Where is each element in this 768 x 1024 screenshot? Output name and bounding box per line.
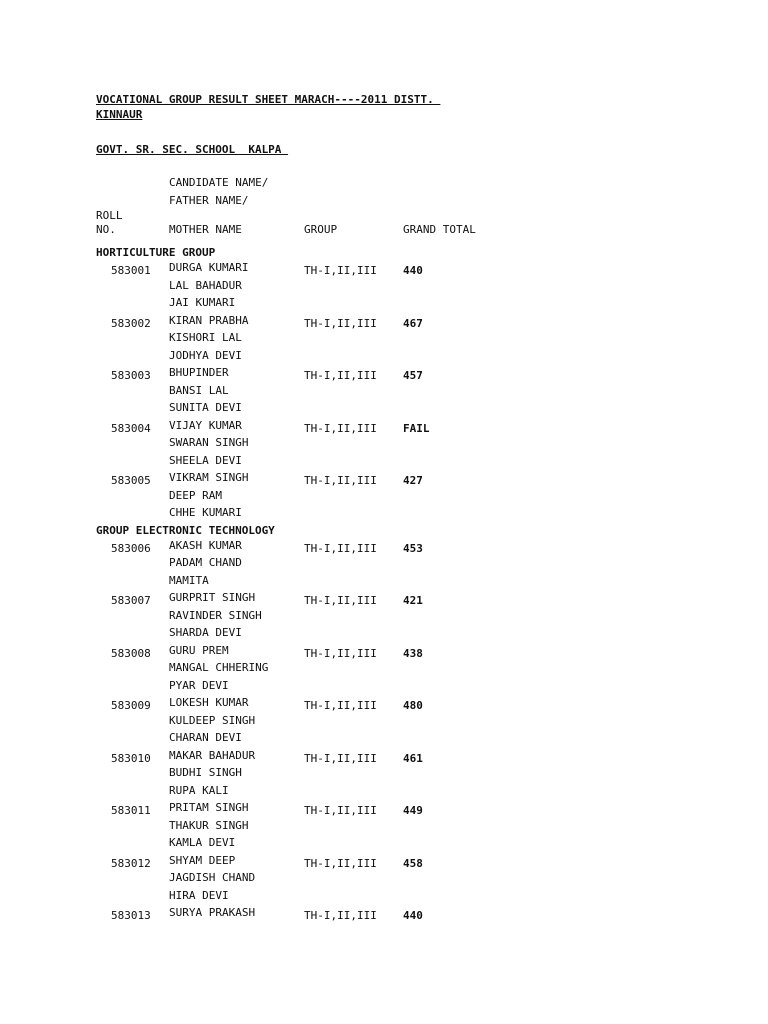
- group-subjects: TH-I,II,III: [304, 909, 377, 922]
- candidate-name: VIJAY KUMAR: [169, 418, 242, 432]
- roll-number: 583003: [111, 369, 151, 382]
- candidate-name: BHUPINDER: [169, 366, 229, 379]
- candidate-name: KIRAN PRABHA: [169, 313, 249, 327]
- father-name: MANGAL CHHERING: [169, 661, 269, 674]
- grand-total: 467: [403, 316, 423, 330]
- mother-name: HIRA DEVI: [169, 888, 229, 902]
- roll-number: 583013: [111, 909, 151, 922]
- title-line-1: VOCATIONAL GROUP RESULT SHEET MARACH----2011 DISTT.: [96, 93, 441, 106]
- grand-total: 453: [403, 541, 423, 555]
- result-row: [96, 643, 736, 696]
- grand-total: 449: [403, 804, 423, 817]
- mother-name: KAMLA DEVI: [169, 836, 236, 849]
- group-subjects: TH-I,II,III: [304, 541, 377, 555]
- column-headers: [96, 175, 736, 245]
- result-row: [96, 800, 736, 853]
- grand-total: 461: [403, 751, 423, 765]
- header-candidate-name: CANDIDATE NAME/: [169, 176, 269, 189]
- candidate-name: LOKESH KUMAR: [169, 696, 249, 709]
- father-name: DEEP RAM: [169, 488, 222, 502]
- grand-total: 421: [403, 594, 423, 607]
- mother-name: JAI KUMARI: [169, 296, 236, 309]
- candidate-name: VIKRAM SINGH: [169, 471, 249, 484]
- group-subjects: TH-I,II,III: [304, 804, 377, 817]
- title-line-2: KINNAUR: [96, 108, 143, 121]
- result-row: [96, 590, 736, 643]
- header-roll: ROLL: [96, 209, 123, 222]
- result-row: [96, 365, 736, 418]
- group-subjects: TH-I,II,III: [304, 264, 377, 277]
- roll-number: 583012: [111, 856, 151, 870]
- group-subjects: TH-I,II,III: [304, 856, 377, 870]
- roll-number: 583008: [111, 646, 151, 660]
- father-name: KISHORI LAL: [169, 331, 242, 344]
- group-subjects: TH-I,II,III: [304, 594, 377, 607]
- header-grand-total: GRAND TOTAL: [403, 223, 476, 236]
- school-name: GOVT. SR. SEC. SCHOOL KALPA: [96, 143, 289, 156]
- header-group: GROUP: [304, 223, 338, 236]
- grand-total: FAIL: [403, 421, 430, 435]
- father-name: THAKUR SINGH: [169, 818, 249, 832]
- roll-number: 583005: [111, 474, 151, 487]
- result-row: [96, 538, 736, 591]
- father-name: BANSI LAL: [169, 383, 229, 397]
- candidate-name: SURYA PRAKASH: [169, 906, 256, 919]
- result-row: [96, 853, 736, 906]
- candidate-name: MAKAR BAHADUR: [169, 748, 256, 762]
- roll-number: 583010: [111, 751, 151, 765]
- father-name: PADAM CHAND: [169, 556, 242, 569]
- group-subjects: TH-I,II,III: [304, 421, 377, 435]
- roll-number: 583011: [111, 804, 151, 817]
- group-subjects: TH-I,II,III: [304, 474, 377, 487]
- group-heading: HORTICULTURE GROUP: [96, 246, 216, 259]
- mother-name: SHEELA DEVI: [169, 453, 242, 467]
- group-subjects: TH-I,II,III: [304, 699, 377, 712]
- result-row: [96, 695, 736, 748]
- candidate-name: AKASH KUMAR: [169, 538, 242, 552]
- result-row: [96, 905, 736, 958]
- roll-number: 583004: [111, 421, 151, 435]
- candidate-name: DURGA KUMARI: [169, 261, 249, 274]
- roll-number: 583009: [111, 699, 151, 712]
- result-row: [96, 748, 736, 801]
- header-father-name: FATHER NAME/: [169, 193, 249, 207]
- mother-name: SUNITA DEVI: [169, 401, 242, 414]
- grand-total: 438: [403, 646, 423, 660]
- result-row: [96, 260, 736, 313]
- result-row: [96, 313, 736, 366]
- father-name: KULDEEP SINGH: [169, 713, 256, 727]
- mother-name: SHARDA DEVI: [169, 626, 242, 639]
- candidate-name: GURPRIT SINGH: [169, 591, 256, 604]
- grand-total: 458: [403, 856, 423, 870]
- document-title: [96, 92, 736, 122]
- group-subjects: TH-I,II,III: [304, 646, 377, 660]
- mother-name: PYAR DEVI: [169, 678, 229, 692]
- grand-total: 427: [403, 474, 423, 487]
- candidate-name: SHYAM DEEP: [169, 853, 236, 867]
- roll-number: 583006: [111, 541, 151, 555]
- result-sheet: [96, 92, 736, 958]
- group-subjects: TH-I,II,III: [304, 316, 377, 330]
- candidate-name: PRITAM SINGH: [169, 801, 249, 814]
- father-name: RAVINDER SINGH: [169, 608, 262, 622]
- mother-name: CHARAN DEVI: [169, 731, 242, 744]
- father-name: JAGDISH CHAND: [169, 871, 256, 884]
- result-row: [96, 470, 736, 523]
- grand-total: 480: [403, 699, 423, 712]
- father-name: BUDHI SINGH: [169, 766, 242, 779]
- grand-total: 440: [403, 264, 423, 277]
- candidate-name: GURU PREM: [169, 643, 229, 657]
- header-no: NO.: [96, 223, 116, 236]
- roll-number: 583007: [111, 594, 151, 607]
- mother-name: RUPA KALI: [169, 783, 229, 797]
- group-subjects: TH-I,II,III: [304, 369, 377, 382]
- mother-name: JODHYA DEVI: [169, 348, 242, 362]
- father-name: LAL BAHADUR: [169, 278, 242, 292]
- group-heading: GROUP ELECTRONIC TECHNOLOGY: [96, 523, 275, 537]
- mother-name: MAMITA: [169, 573, 209, 587]
- roll-number: 583002: [111, 316, 151, 330]
- result-row: [96, 418, 736, 471]
- roll-number: 583001: [111, 264, 151, 277]
- mother-name: CHHE KUMARI: [169, 506, 242, 519]
- header-mother-name: MOTHER NAME: [169, 223, 242, 236]
- group-subjects: TH-I,II,III: [304, 751, 377, 765]
- grand-total: 440: [403, 909, 423, 922]
- father-name: SWARAN SINGH: [169, 436, 249, 449]
- grand-total: 457: [403, 369, 423, 382]
- results-body: [96, 245, 736, 958]
